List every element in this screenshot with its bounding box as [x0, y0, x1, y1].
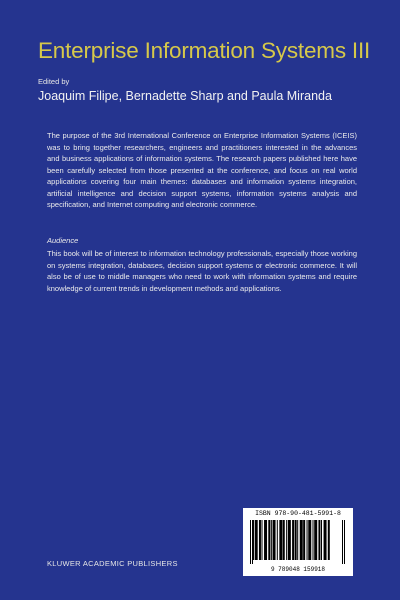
editors-names: Joaquim Filipe, Bernadette Sharp and Paula Miranda: [38, 89, 332, 103]
barcode-digits: 9 789048 159918: [270, 566, 325, 573]
audience-paragraph: This book will be of interest to information technology professionals, especially those working on systems integration, databases, decision support systems or electronic commerce. It will also be of use to middle managers who need to work with information systems and require knowledge of current trends in development methods and applications.: [47, 249, 357, 293]
barcode-icon: [250, 520, 346, 564]
edited-by-label: Edited by: [38, 77, 70, 86]
description-paragraph: The purpose of the 3rd International Conference on Enterprise Information Systems (ICEIS) was to bring together researchers, engineers and practitioners interested in the advances and business applications of information systems. The research papers published here have been carefully selected from those presented at the conference, and focus on real world applications covering four main themes: databases and information systems integration, artificial intelligence and decision support systems, information systems analysis and specification, and Internet computing and electronic commerce.: [47, 131, 357, 209]
isbn-barcode: [243, 508, 353, 576]
publisher-name: KLUWER ACADEMIC PUBLISHERS: [47, 559, 178, 568]
book-title: Enterprise Information Systems III: [38, 38, 371, 63]
audience-heading: Audience: [47, 236, 79, 245]
isbn-text: ISBN 978-90-481-5991-8: [255, 510, 341, 517]
